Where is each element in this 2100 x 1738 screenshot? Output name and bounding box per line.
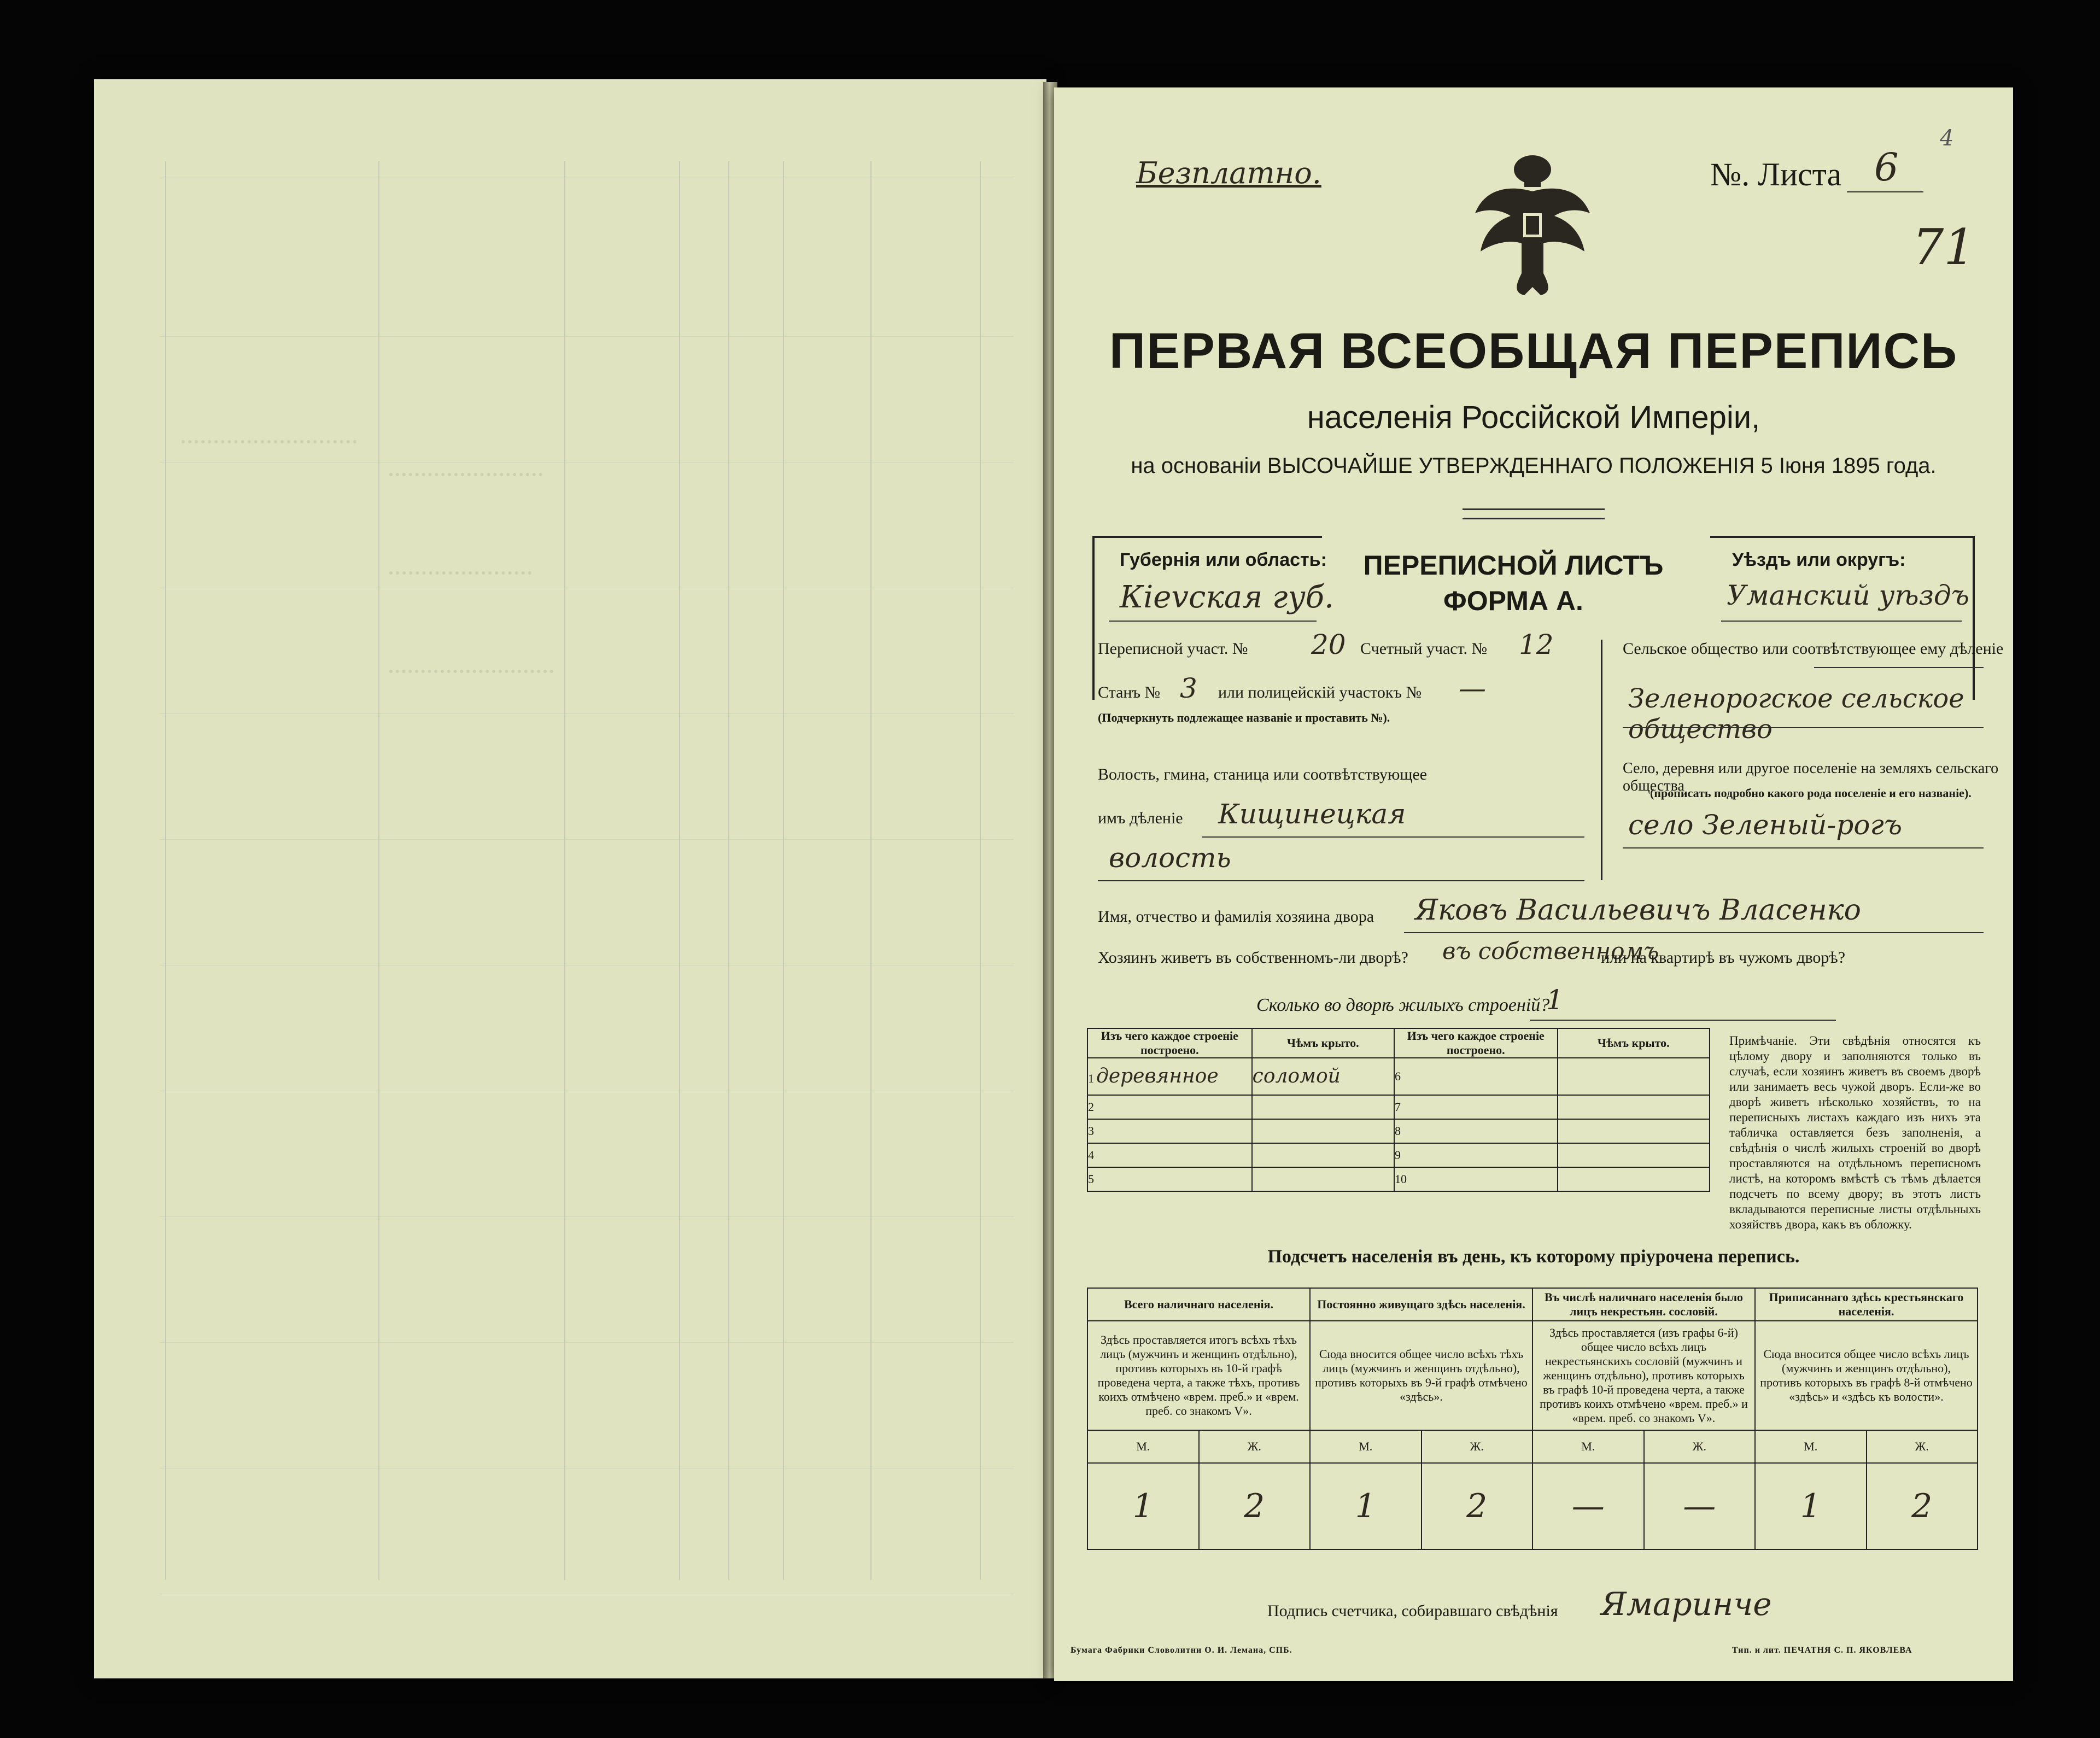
grid-line xyxy=(160,1342,1014,1343)
owner-name-underline xyxy=(1404,932,1984,933)
gubernia-label: Губернія или область: xyxy=(1120,549,1327,570)
table-cell xyxy=(1558,1167,1710,1191)
double-eagle-emblem-icon xyxy=(1464,148,1601,306)
box-line xyxy=(1092,536,1095,700)
count-title: Подсчетъ населенія въ день, къ которому пріурочена перепись. xyxy=(1267,1247,1800,1267)
bleed-through-mark xyxy=(389,549,531,575)
uezd-underline xyxy=(1721,621,1962,622)
buildings-underline xyxy=(1530,1020,1836,1021)
volost-value: Кищинецкая xyxy=(1218,798,1406,830)
footer-paper: Бумага Фабрики Словолитни О. И. Лемана, СПБ. xyxy=(1071,1646,1292,1655)
row-number: 5 xyxy=(1087,1167,1252,1191)
owner-name-value: Яковъ Васильевичъ Власенко xyxy=(1415,894,1861,927)
volost-value-2: волость xyxy=(1109,842,1231,874)
selo-label: Село, деревня или другое поселеніе на земляхъ сельскаго общества xyxy=(1623,760,1999,794)
volost-underline-2 xyxy=(1098,880,1584,881)
selo-note: (прописать подробно какого рода поселеніе и его названіе). xyxy=(1650,786,1972,800)
archive-number: 71 xyxy=(1912,219,1975,276)
grid-line xyxy=(728,161,729,1580)
bleed-through-mark xyxy=(182,418,356,443)
volost-label: Волость, гмина, станица или соотвѣтствующее xyxy=(1098,765,1428,783)
female-label: Ж. xyxy=(1644,1430,1756,1463)
row-number: 4 xyxy=(1087,1143,1252,1167)
row-number: 3 xyxy=(1087,1119,1252,1143)
selo-underline xyxy=(1623,847,1984,848)
count-col-desc: Сюда вносится общее число всѣхъ тѣхъ лицъ (мужчинъ и женщинъ отдѣльно), противъ которыхъ въ 9-й графѣ отмѣчено «здѣсь». xyxy=(1310,1321,1532,1430)
sheet-number-value: 6 xyxy=(1874,145,1899,190)
police-label: или полицейскій участокъ № xyxy=(1218,683,1422,701)
uezd-label: Уѣздъ или округъ: xyxy=(1732,549,1906,570)
census-subtitle: населенія Россійской Имперіи, xyxy=(1307,400,1760,435)
volost-label-2: имъ дѣленіе xyxy=(1098,809,1183,827)
count-male-value: 1 xyxy=(1087,1463,1199,1549)
grid-line xyxy=(980,161,981,1580)
box-line xyxy=(1710,536,1973,538)
owner-name-label: Имя, отчество и фамилія хозяина двора xyxy=(1098,908,1374,926)
female-label: Ж. xyxy=(1199,1430,1311,1463)
owner-lives-value: въ собственномъ xyxy=(1442,938,1659,964)
buildings-col-material: Изъ чего каждое строеніе построено. xyxy=(1087,1028,1252,1058)
count-male-value: — xyxy=(1532,1463,1644,1549)
count-female-value: 2 xyxy=(1422,1463,1533,1549)
census-basis: на основаніи ВЫСОЧАЙШЕ УТВЕРЖДЕННАГО ПОЛОЖЕНІЯ 5 Іюня 1895 года. xyxy=(1131,454,1937,478)
row-number: 8 xyxy=(1394,1119,1558,1143)
count-col-desc: Здѣсь проставляется итогъ всѣхъ тѣхъ лицъ (мужчинъ и женщинъ отдѣльно), противъ которыхъ въ 10-й графѣ проведена черта, а также тѣхъ, противъ коихъ отмѣчено «врем. преб.» и «врем. преб. со знакомъ V». xyxy=(1087,1321,1310,1430)
uezd-value: Уманский уѣздъ xyxy=(1727,580,1969,611)
table-cell xyxy=(1252,1095,1394,1119)
stan-value: 3 xyxy=(1180,672,1197,704)
volost-underline xyxy=(1202,836,1584,838)
ornament-divider xyxy=(1463,508,1605,519)
table-cell xyxy=(1252,1143,1394,1167)
grid-line xyxy=(160,713,1014,714)
form-title-form-a: ФОРМА А. xyxy=(1443,586,1583,616)
table-cell xyxy=(1558,1058,1710,1095)
row-number: 7 xyxy=(1394,1095,1558,1119)
obshchestvo-value: Зеленорогское сельское общество xyxy=(1628,683,1964,745)
grid-line xyxy=(160,336,1014,337)
gubernia-value: Кievская губ. xyxy=(1120,580,1334,615)
bleed-through-mark xyxy=(389,648,553,673)
building-material: деревянное xyxy=(1096,1065,1219,1088)
obshchestvo-label: Сельское общество или соотвѣтствующее ему дѣленіе xyxy=(1623,640,2004,658)
free-label: Безплатно. xyxy=(1136,156,1321,190)
grid-line xyxy=(160,839,1014,840)
form-title-sheet: ПЕРЕПИСНОЙ ЛИСТЪ xyxy=(1363,550,1664,581)
building-roof: соломой xyxy=(1252,1058,1394,1095)
sheet-number-underline xyxy=(1847,191,1923,192)
row-number: 9 xyxy=(1394,1143,1558,1167)
count-col-desc: Здѣсь проставляется (изъ графы 6-й) общее число всѣхъ лицъ некрестьянскихъ сословій (мужчинъ и женщинъ отдѣльно), противъ которыхъ въ графѣ 10-й проведена черта, а также противъ коихъ отмѣчено «врем. преб.» и «врем. преб. со знакомъ V». xyxy=(1532,1321,1755,1430)
grid-line xyxy=(165,161,166,1580)
uchastok-label: Переписной участ. № xyxy=(1098,640,1248,658)
table-cell xyxy=(1558,1143,1710,1167)
grid-line xyxy=(870,161,871,1580)
obshchestvo-underline-2 xyxy=(1623,727,1984,728)
buildings-col-roof: Чѣмъ крыто. xyxy=(1252,1028,1394,1058)
buildings-col-roof: Чѣмъ крыто. xyxy=(1558,1028,1710,1058)
count-col-head: Постоянно живущаго здѣсь населенія. xyxy=(1310,1288,1532,1321)
buildings-col-material: Изъ чего каждое строеніе построено. xyxy=(1394,1028,1558,1058)
count-col-head: Приписаннаго здѣсь крестьянскаго населенія. xyxy=(1755,1288,1978,1321)
table-cell xyxy=(1558,1119,1710,1143)
male-label: М. xyxy=(1087,1430,1199,1463)
census-title: ПЕРВАЯ ВСЕОБЩАЯ ПЕРЕПИСЬ xyxy=(1109,323,1958,379)
buildings-table xyxy=(1087,1028,1710,1192)
count-male-value: 1 xyxy=(1310,1463,1422,1549)
grid-line xyxy=(160,1216,1014,1217)
male-label: М. xyxy=(1755,1430,1867,1463)
buildings-note: Примѣчаніе. Эти свѣдѣнія относятся къ цѣлому двору и заполняются только въ случаѣ, если хозяинъ живетъ въ своемъ дворѣ или занимаетъ весь чужой дворъ. Если-же во дворѣ живетъ нѣсколько хозяйствъ, то на переписныхъ листахъ каждаго изъ нихъ эта табличка оставляется безъ заполненія, а свѣдѣнія о числѣ жилыхъ строеній во дворѣ проставляются на отдѣльномъ переписномъ листѣ, на которомъ вмѣстѣ съ тѣмъ дѣлается подсчетъ по всему двору; въ этотъ листъ вкладываются переписные листы отдѣльныхъ хозяйствъ двора, какъ въ обложку. xyxy=(1729,1034,1981,1231)
census-form-page xyxy=(1054,87,2013,1681)
signature-label: Подпись счетчика, собиравшаго свѣдѣнія xyxy=(1267,1602,1558,1620)
grid-line xyxy=(679,161,680,1580)
owner-lives-label-2: или на квартирѣ въ чужомъ дворѣ? xyxy=(1601,949,1846,967)
schetny-value: 12 xyxy=(1519,629,1554,660)
female-label: Ж. xyxy=(1867,1430,1978,1463)
grid-line xyxy=(783,161,784,1580)
box-line xyxy=(1092,536,1322,538)
table-cell xyxy=(1252,1167,1394,1191)
count-col-head: Въ числѣ наличнаго населенія было лицъ некрестьян. сословій. xyxy=(1532,1288,1755,1321)
male-label: М. xyxy=(1532,1430,1644,1463)
owner-lives-label: Хозяинъ живетъ въ собственномъ-ли дворѣ? xyxy=(1098,949,1408,967)
buildings-label: Сколько во дворѣ жилыхъ строеній? xyxy=(1256,995,1550,1015)
count-col-desc: Сюда вносится общее число всѣхъ лицъ (мужчинъ и женщинъ отдѣльно), противъ которыхъ въ графѣ 8-й отмѣчено «здѣсь» и «здѣсь къ волости». xyxy=(1755,1321,1978,1430)
buildings-value: 1 xyxy=(1546,984,1564,1016)
signature-value: Ямаринче xyxy=(1601,1585,1772,1623)
grid-line xyxy=(378,161,379,1580)
left-page xyxy=(94,79,1046,1678)
row-number: 2 xyxy=(1087,1095,1252,1119)
female-label: Ж. xyxy=(1422,1430,1533,1463)
table-cell xyxy=(1558,1095,1710,1119)
count-female-value: 2 xyxy=(1867,1463,1978,1549)
obshchestvo-underline xyxy=(1814,667,1984,668)
corner-number: 4 xyxy=(1940,126,1954,151)
gubernia-underline xyxy=(1109,621,1317,622)
uchastok-value: 20 xyxy=(1311,629,1346,660)
row-number: 6 xyxy=(1394,1058,1558,1095)
grid-line xyxy=(160,462,1014,463)
block-divider xyxy=(1601,640,1602,880)
row-number: 10 xyxy=(1394,1167,1558,1191)
count-female-value: — xyxy=(1644,1463,1756,1549)
count-col-head: Всего наличнаго населенія. xyxy=(1087,1288,1310,1321)
count-female-value: 2 xyxy=(1199,1463,1311,1549)
footer-printer: Тип. и лит. ПЕЧАТНЯ С. П. ЯКОВЛЕВА xyxy=(1732,1646,1912,1655)
underline-note: (Подчеркнуть подлежащее названіе и проставить №). xyxy=(1098,711,1390,724)
table-row xyxy=(1087,1058,1252,1095)
population-count-table xyxy=(1087,1288,1978,1550)
stan-label: Станъ № xyxy=(1098,683,1161,701)
male-label: М. xyxy=(1310,1430,1422,1463)
bleed-through-mark xyxy=(389,451,542,476)
count-male-value: 1 xyxy=(1755,1463,1867,1549)
row-number: 1 xyxy=(1088,1072,1094,1086)
sheet-number-label: №. Листа xyxy=(1710,156,1842,192)
schetny-label: Счетный участ. № xyxy=(1360,640,1488,658)
box-line xyxy=(1973,536,1975,700)
police-value: — xyxy=(1459,672,1486,704)
selo-value: село Зеленый-рогъ xyxy=(1628,809,1903,841)
table-cell xyxy=(1252,1119,1394,1143)
grid-line xyxy=(564,161,565,1580)
